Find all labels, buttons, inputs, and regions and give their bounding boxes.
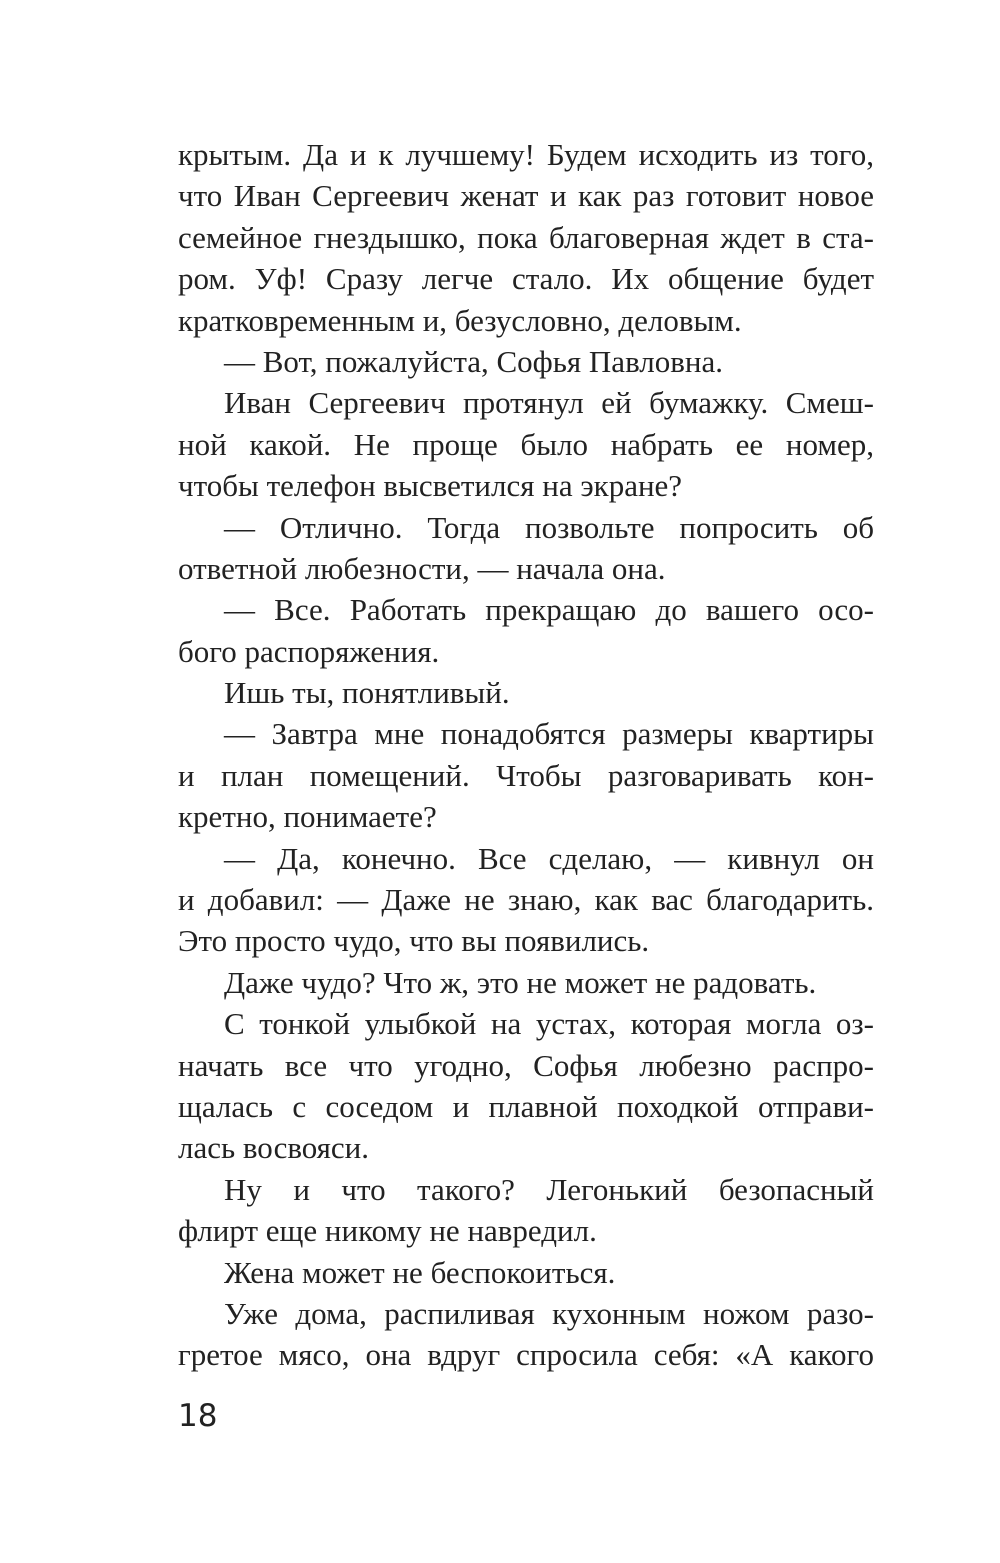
text-line: — Вот, пожалуйста, Софья Павловна.: [224, 343, 723, 379]
text-line: Уже дома, распиливая кухонным ножом разо-: [224, 1295, 874, 1331]
text-line: флирт еще никому не навредил.: [178, 1213, 597, 1249]
body-text: [178, 134, 874, 1376]
text-line: и добавил: — Даже не знаю, как вас благодарить.: [178, 882, 874, 918]
text-line: Ну и что такого? Легонький безопасный: [224, 1171, 874, 1207]
text-line: гретое мясо, она вдруг спросила себя: «А какого: [178, 1337, 874, 1373]
text-line: начать все что угодно, Софья любезно распро-: [178, 1047, 874, 1083]
text-line: Даже чудо? Что ж, это не может не радовать.: [224, 964, 817, 1000]
text-line: — Завтра мне понадобятся размеры квартиры: [224, 716, 874, 752]
text-line: Это просто чудо, что вы появились.: [178, 923, 650, 959]
text-line: — Да, конечно. Все сделаю, — кивнул он: [224, 840, 874, 876]
text-line: и план помещений. Чтобы разговаривать кон-: [178, 757, 874, 793]
text-line: Жена может не беспокоиться.: [224, 1254, 616, 1290]
text-line: что Иван Сергеевич женат и как раз готовит новое: [178, 178, 874, 214]
text-line: щалась с соседом и плавной походкой отправи-: [178, 1088, 874, 1124]
text-line: — Все. Работать прекращаю до вашего осо-: [224, 592, 874, 628]
text-line: кратковременным и, безусловно, деловым.: [178, 302, 742, 338]
text-line: семейное гнездышко, пока благоверная ждет в ста-: [178, 219, 874, 255]
text-line: бого распоряжения.: [178, 633, 440, 669]
text-line: ром. Уф! Сразу легче стало. Их общение будет: [178, 261, 874, 297]
text-line: Ишь ты, понятливый.: [224, 675, 510, 711]
text-line: лась восвояси.: [178, 1130, 370, 1166]
text-line: чтобы телефон высветился на экране?: [178, 468, 683, 504]
text-line: — Отлично. Тогда позвольте попросить об: [224, 509, 874, 545]
text-line: С тонкой улыбкой на устах, которая могла оз-: [224, 1006, 874, 1042]
text-line: ответной любезности, — начала она.: [178, 550, 666, 586]
page-number: 18: [178, 1398, 218, 1434]
text-line: крытым. Да и к лучшему! Будем исходить из того,: [178, 137, 874, 172]
text-line: ной какой. Не проще было набрать ее номер,: [178, 426, 874, 462]
text-line: кретно, понимаете?: [178, 799, 437, 835]
text-line: Иван Сергеевич протянул ей бумажку. Смеш-: [224, 385, 874, 421]
